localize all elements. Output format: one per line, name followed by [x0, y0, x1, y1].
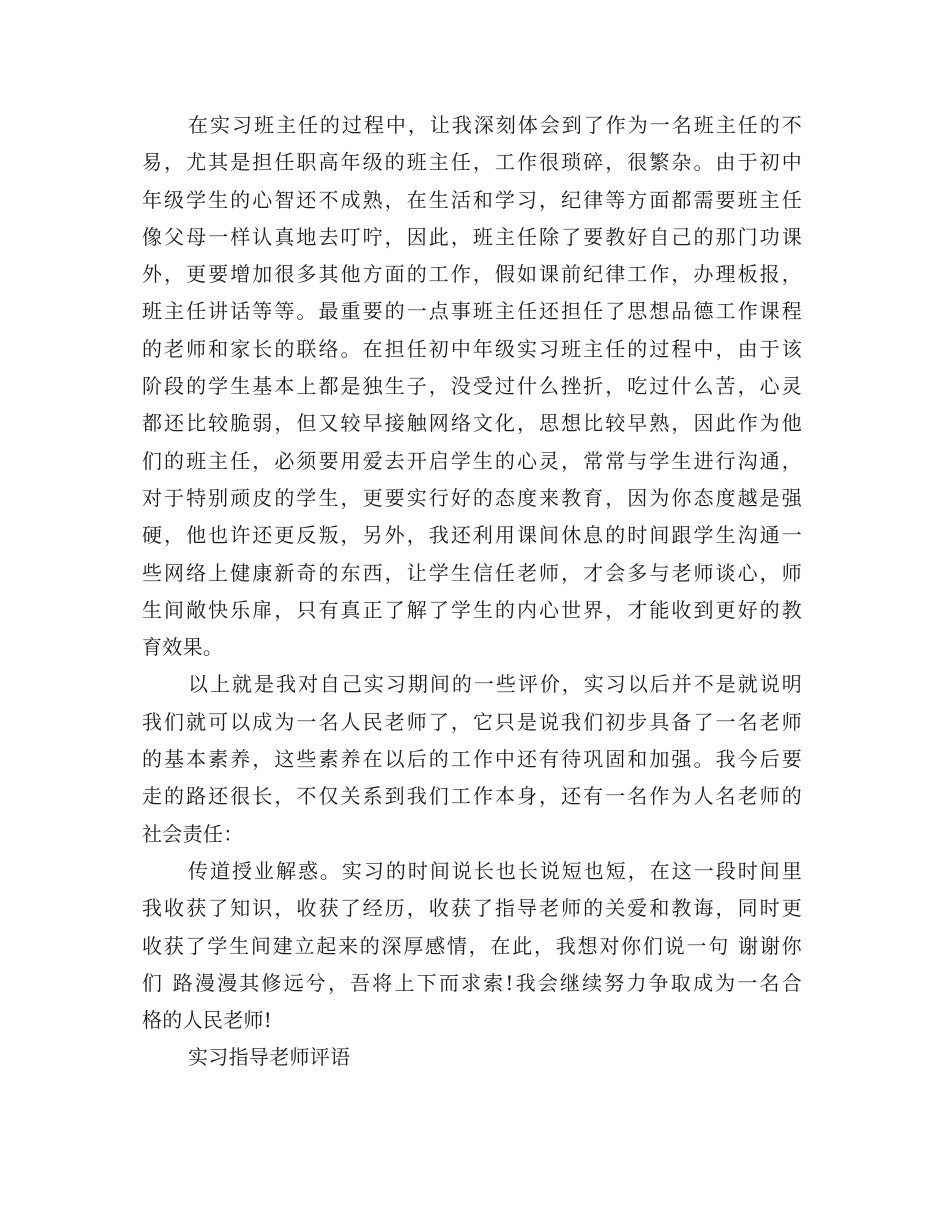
text-line: 社会责任：: [142, 821, 244, 846]
text-line: 收获了学生间建立起来的深厚感情，在此，我想对你们说一句 谢谢你: [142, 933, 802, 958]
text-line: 阶段的学生基本上都是独生子，没受过什么挫折，吃过什么苦，心灵: [142, 374, 802, 399]
text-line: 们 路漫漫其修远兮，吾将上下而求索!我会继续努力争取成为一名合: [142, 970, 802, 995]
text-line: 传道授业解惑。实习的时间说长也长说短也短，在这一段时间里: [188, 858, 802, 883]
text-line: 外，更要增加很多其他方面的工作，假如课前纪律工作，办理板报，: [142, 262, 802, 287]
text-line: 都还比较脆弱，但又较早接触网络文化，思想比较早熟，因此作为他: [142, 411, 802, 436]
text-line: 的基本素养，这些素养在以后的工作中还有待巩固和加强。我今后要: [142, 747, 802, 772]
text-line: 我收获了知识，收获了经历，收获了指导老师的关爱和教诲，同时更: [142, 896, 802, 921]
section-heading: 实习指导老师评语: [188, 1045, 351, 1070]
section-heading-advisor-comments: [142, 1039, 802, 1076]
paragraph-self-evaluation: [142, 666, 802, 852]
text-line: 生间敞快乐扉，只有真正了解了学生的内心世界，才能收到更好的教: [142, 597, 802, 622]
text-line: 的老师和家长的联络。在担任初中年级实习班主任的过程中，由于该: [142, 336, 802, 361]
text-line: 对于特别顽皮的学生，更要实行好的态度来教育，因为你态度越是强: [142, 485, 802, 510]
paragraph-class-teacher-experience: [142, 107, 802, 666]
paragraph-gratitude: [142, 853, 802, 1039]
text-line: 易，尤其是担任职高年级的班主任，工作很琐碎，很繁杂。由于初中: [142, 150, 802, 175]
text-line: 我们就可以成为一名人民老师了，它只是说我们初步具备了一名老师: [142, 709, 802, 734]
text-line: 像父母一样认真地去叮咛，因此，班主任除了要教好自己的那门功课: [142, 224, 802, 249]
text-line: 些网络上健康新奇的东西，让学生信任老师，才会多与老师谈心，师: [142, 560, 802, 585]
text-line: 们的班主任，必须要用爱去开启学生的心灵，常常与学生进行沟通，: [142, 448, 802, 473]
text-line: 年级学生的心智还不成熟，在生活和学习，纪律等方面都需要班主任: [142, 187, 802, 212]
text-line: 走的路还很长，不仅关系到我们工作本身，还有一名作为人名老师的: [142, 784, 802, 809]
text-line: 班主任讲话等等。最重要的一点事班主任还担任了思想品德工作课程: [142, 299, 802, 324]
text-line: 在实习班主任的过程中，让我深刻体会到了作为一名班主任的不: [188, 113, 802, 137]
text-line: 育效果。: [142, 635, 224, 660]
document-body: [142, 107, 802, 1077]
text-line: 格的人民老师!: [142, 1008, 273, 1033]
text-line: 以上就是我对自己实习期间的一些评价，实习以后并不是就说明: [188, 672, 802, 697]
text-line: 硬，他也许还更反叛，另外，我还利用课间休息的时间跟学生沟通一: [142, 523, 802, 548]
